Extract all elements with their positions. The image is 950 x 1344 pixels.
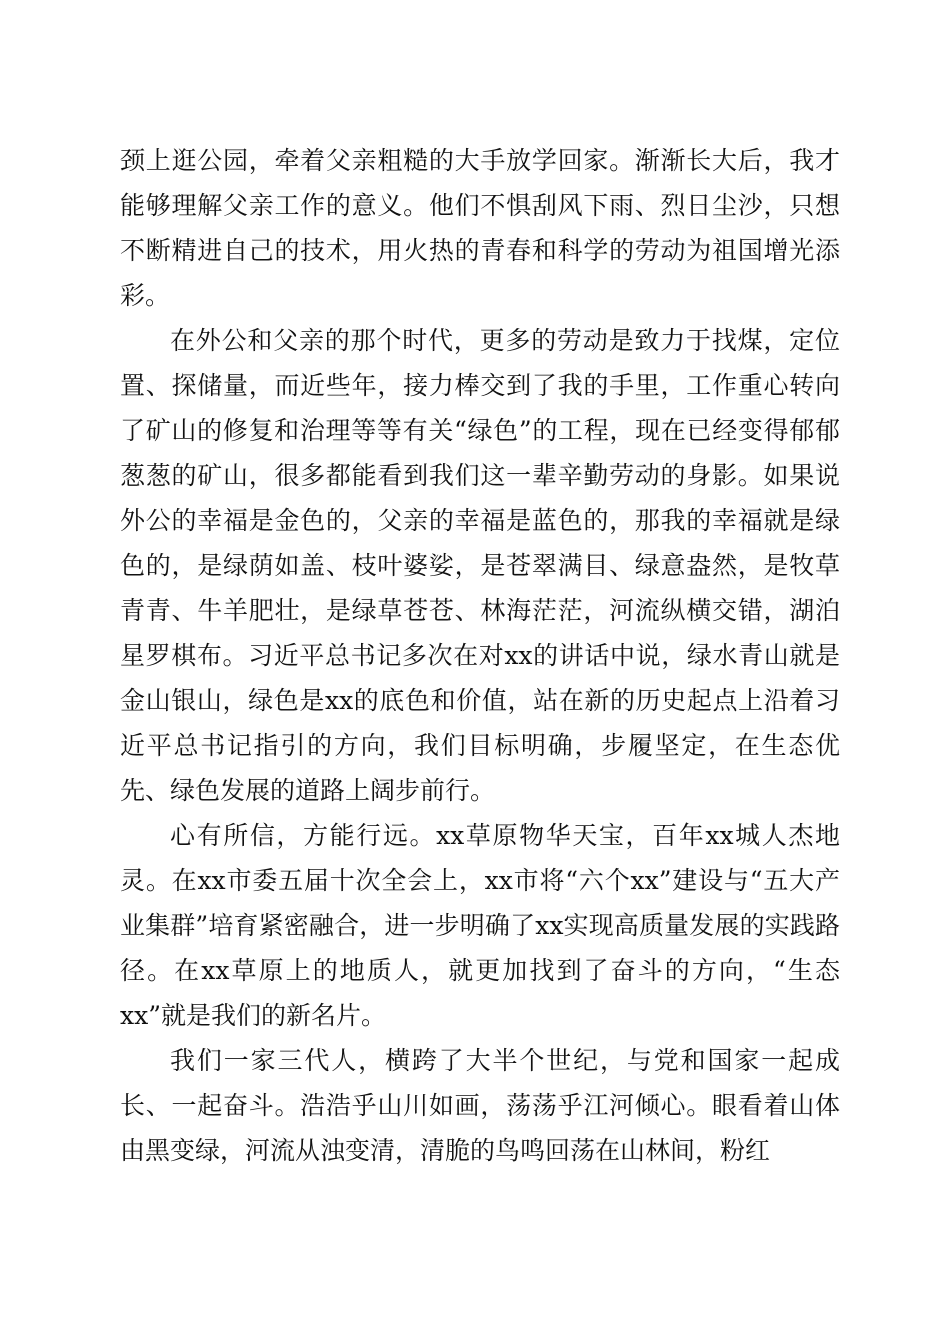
body-text (120, 138, 840, 1173)
paragraph-green-mining: 在外公和父亲的那个时代，更多的劳动是致力于找煤，定位置、探储量，而近些年，接力棒交到了我的手里，工作重心转向了矿山的修复和治理等等有关“绿色”的工程，现在已经变得郁郁葱葱的矿山，很多都能看到我们这一辈辛勤劳动的身影。如果说外公的幸福是金色的，父亲的幸福是蓝色的，那我的幸福就是绿色的，是绿荫如盖、枝叶婆娑，是苍翠满目、绿意盎然，是牧草青青、牛羊肥壮，是绿草苍苍、林海茫茫，河流纵横交错，湖泊星罗棋布。习近平总书记多次在对xx的讲话中说，绿水青山就是金山银山，绿色是xx的底色和价值，站在新的历史起点上沿着习近平总书记指引的方向，我们目标明确，步履坚定，在生态优先、绿色发展的道路上阔步前行。 (120, 326, 840, 805)
paragraph-belief: 心有所信，方能行远。xx草原物华天宝，百年xx城人杰地灵。在xx市委五届十次全会上，xx市将“六个xx”建设与“五大产业集群”培育紧密融合，进一步明确了xx实现高质量发展的实践路径。在xx草原上的地质人，就更加找到了奋斗的方向，“生态xx”就是我们的新名片。 (120, 821, 840, 1030)
paragraph-continuation: 颈上逛公园，牵着父亲粗糙的大手放学回家。渐渐长大后，我才能够理解父亲工作的意义。他们不惧刮风下雨、烈日尘沙，只想不断精进自己的技术，用火热的青春和科学的劳动为祖国增光添彩。 (120, 146, 840, 310)
paragraph-three-generations: 我们一家三代人，横跨了大半个世纪，与党和国家一起成长、一起奋斗。浩浩乎山川如画，荡荡乎江河倾心。眼看着山体由黑变绿，河流从浊变清，清脆的鸟鸣回荡在山林间，粉红 (120, 1046, 840, 1165)
